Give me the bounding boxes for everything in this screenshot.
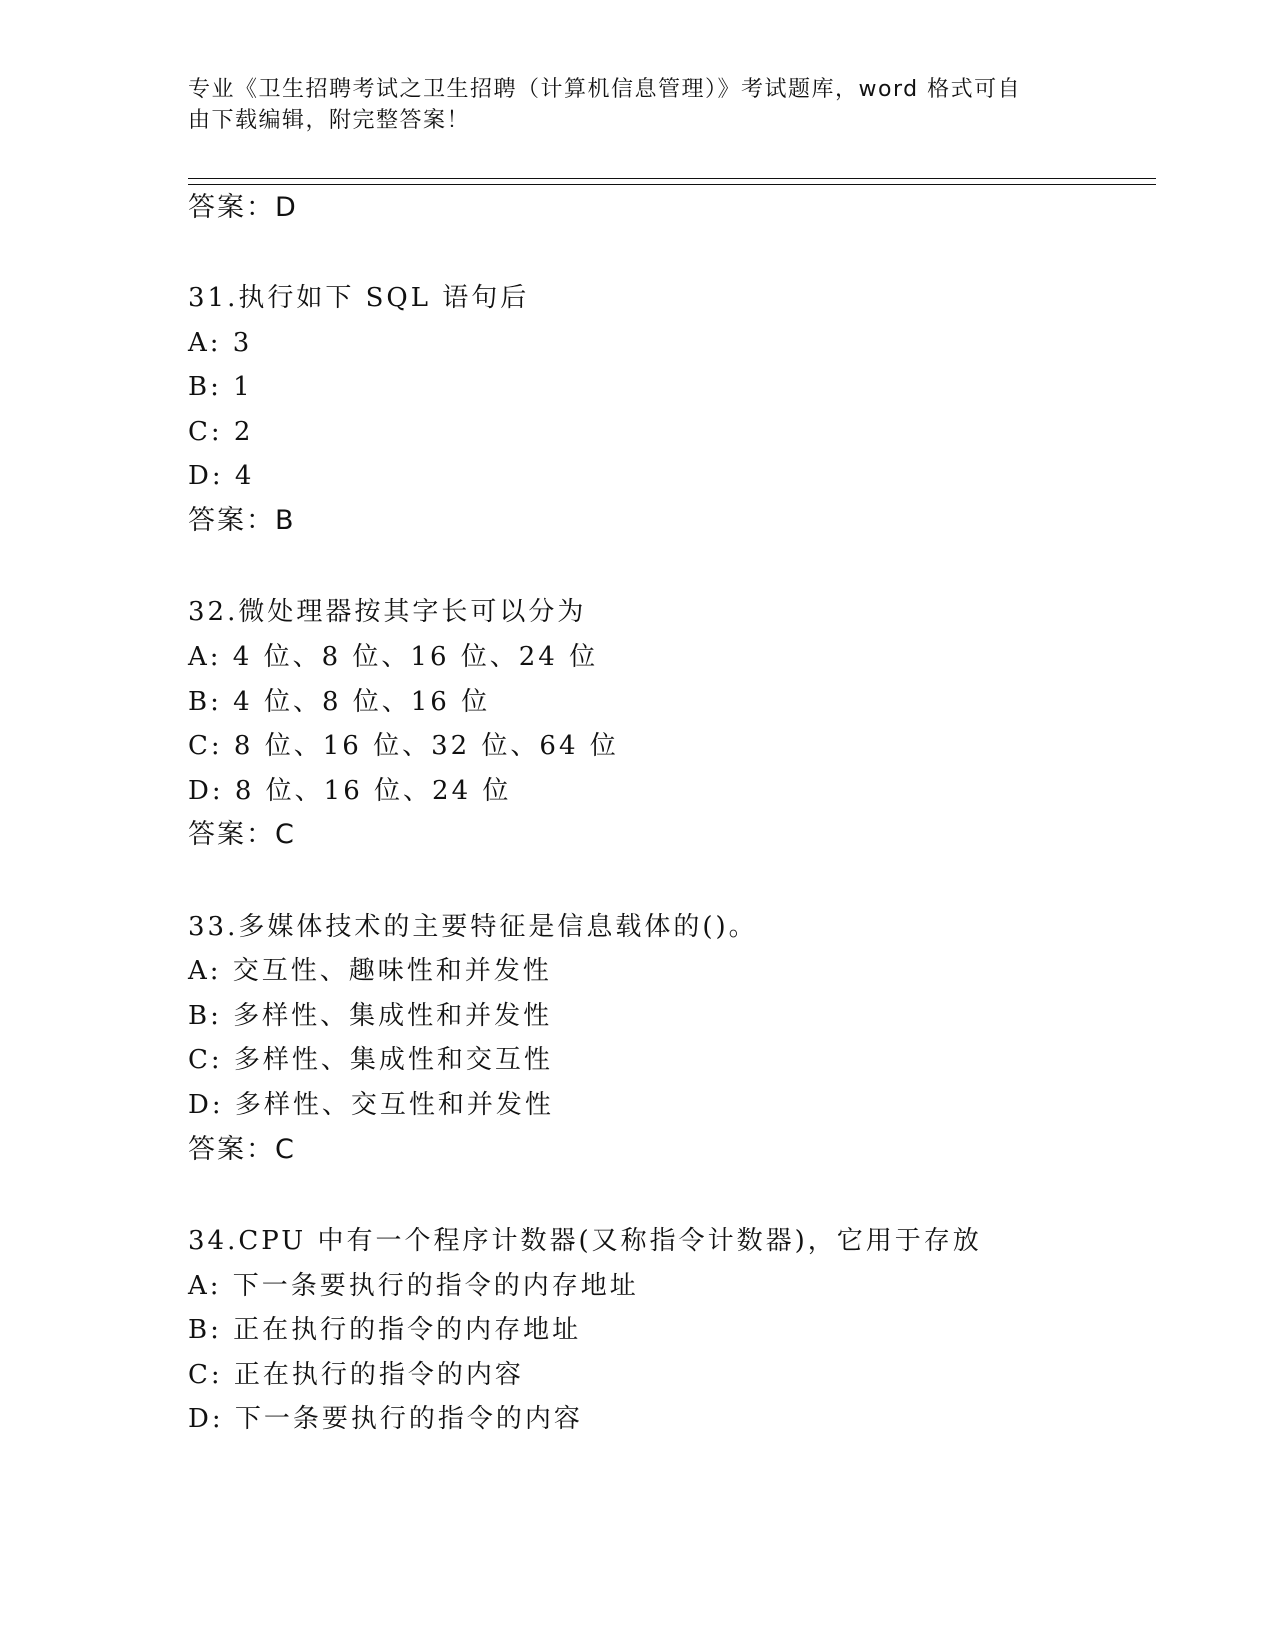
question-33-option-b: B: 多样性、集成性和并发性 bbox=[188, 1001, 553, 1031]
question-34-option-d: D: 下一条要执行的指令的内容 bbox=[188, 1404, 583, 1434]
answer-previous: 答案：D bbox=[188, 192, 298, 223]
question-31-option-b: B: 1 bbox=[188, 372, 253, 402]
question-31-answer: 答案：B bbox=[188, 505, 296, 536]
question-34-stem: 34.CPU 中有一个程序计数器(又称指令计数器)，它用于存放 bbox=[188, 1226, 982, 1256]
header-divider-top bbox=[188, 178, 1156, 179]
header-line-1: 专业《卫生招聘考试之卫生招聘（计算机信息管理）》考试题库，word 格式可自 bbox=[188, 77, 1022, 102]
question-31-option-c: C: 2 bbox=[188, 417, 254, 447]
question-33-option-d: D: 多样性、交互性和并发性 bbox=[188, 1090, 554, 1120]
question-34-option-b: B: 正在执行的指令的内存地址 bbox=[188, 1315, 582, 1345]
question-33-stem: 33.多媒体技术的主要特征是信息载体的()。 bbox=[188, 912, 758, 942]
question-33-option-c: C: 多样性、集成性和交互性 bbox=[188, 1045, 553, 1075]
question-32-option-d: D: 8 位、16 位、24 位 bbox=[188, 776, 512, 806]
question-32-option-a: A: 4 位、8 位、16 位、24 位 bbox=[188, 642, 599, 672]
question-34-option-a: A: 下一条要执行的指令的内存地址 bbox=[188, 1271, 639, 1301]
question-33-answer: 答案：C bbox=[188, 1134, 296, 1165]
question-34-option-c: C: 正在执行的指令的内容 bbox=[188, 1360, 524, 1390]
header-line-2: 由下载编辑，附完整答案！ bbox=[188, 108, 471, 133]
question-32-answer: 答案：C bbox=[188, 819, 296, 850]
header-divider-bottom bbox=[188, 184, 1156, 185]
question-31-option-d: D: 4 bbox=[188, 461, 255, 491]
document-header bbox=[188, 74, 1068, 136]
question-31-option-a: A: 3 bbox=[188, 328, 253, 358]
question-33-option-a: A: 交互性、趣味性和并发性 bbox=[188, 956, 552, 986]
question-31-stem: 31.执行如下 SQL 语句后 bbox=[188, 283, 530, 313]
question-32-option-b: B: 4 位、8 位、16 位 bbox=[188, 687, 491, 717]
question-32-stem: 32.微处理器按其字长可以分为 bbox=[188, 597, 587, 627]
question-32-option-c: C: 8 位、16 位、32 位、64 位 bbox=[188, 731, 619, 761]
